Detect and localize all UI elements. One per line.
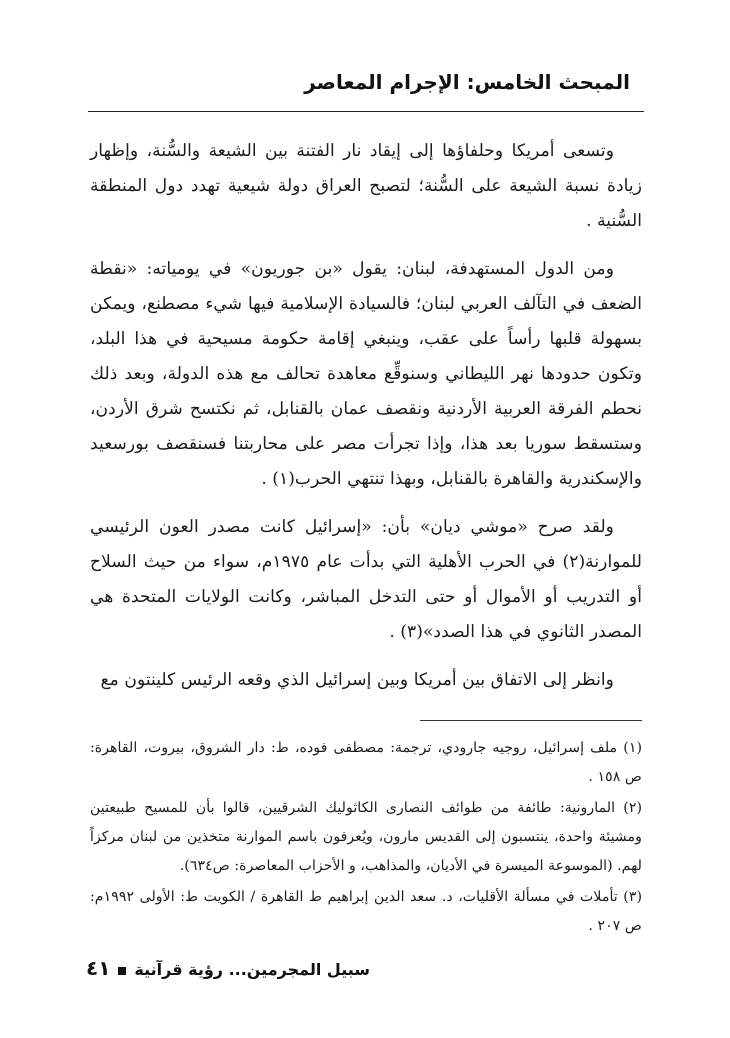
footnote-rule <box>420 720 642 721</box>
chapter-title: المبحث الخامس: الإجرام المعاصر <box>304 70 630 94</box>
footnote: (٢) المارونية: طائفة من طوائف النصارى الكاثوليك الشرقيين، قالوا بأن للمسيح طبيعتين ومشيئة واحدة، ينتسبون إلى القديس مارون، ويُعرفون باسم الموارنة متخذين من لبنان مركزاً لهم. (الموسوعة الميسرة في الأديان، والمذاهب، و الأحزاب المعاصرة: ص٦٣٤). <box>90 800 642 874</box>
paragraph: ولقد صرح «موشي ديان» بأن: «إسرائيل كانت مصدر العون الرئيسي للموارنة(٢) في الحرب الأهلية التي بدأت عام ١٩٧٥م، سواء من حيث السلاح أو التدريب أو الأموال أو حتى التدخل المباشر، وكانت الولايات المتحدة هي المصدر الثانوي في هذا الصدد»(٣) . <box>90 517 642 642</box>
footnote: (١) ملف إسرائيل، روجيه جارودي، ترجمة: مصطفى فوده، ط: دار الشروق، بيروت، القاهرة: ص ١٥٨ . <box>90 740 642 785</box>
running-header <box>90 70 630 94</box>
paragraph: وتسعى أمريكا وحلفاؤها إلى إيقاد نار الفتنة بين الشيعة والسُّنة، وإظهار زيادة نسبة الشيعة على السُّنة؛ لتصبح العراق دولة شيعية تهدد دول المنطقة السُّنية . <box>90 141 642 231</box>
main-text <box>90 134 642 711</box>
paragraph: وانظر إلى الاتفاق بين أمريكا وبين إسرائيل الذي وقعه الرئيس كلينتون مع <box>100 670 614 690</box>
header-rule <box>88 111 644 112</box>
running-footer <box>60 956 370 980</box>
paragraph: ومن الدول المستهدفة، لبنان: يقول «بن جوريون» في يومياته: «نقطة الضعف في التآلف العربي لبنان؛ فالسيادة الإسلامية فيها شيء مصطنع، ويمكن بسهولة قلبها رأساً على عقب، وينبغي إقامة حكومة مسيحية في هذا البلد، وتكون حدودها نهر الليطاني وسنوقِّع معاهدة تحالف مع هذه الدولة، وبعد ذلك نحطم الفرقة العربية الأردنية ونقصف عمان بالقنابل، ثم نكتسح شرق الأردن، وستسقط سوريا بعد هذا، وإذا تجرأت مصر على محاربتنا فسنقصف بورسعيد والإسكندرية والقاهرة بالقنابل، وبهذا تنتهي الحرب(١) . <box>90 259 642 489</box>
book-title: سبيل المجرمين... رؤية قرآنية <box>134 960 370 979</box>
footnotes <box>90 734 642 943</box>
square-bullet-icon <box>118 967 126 975</box>
page-number: ٤١ <box>85 956 111 980</box>
footnote: (٣) تأملات في مسألة الأقليات، د. سعد الدين إبراهيم ط القاهرة / الكويت ط: الأولى ١٩٩٢م: ص ٢٠٧ . <box>90 889 642 934</box>
